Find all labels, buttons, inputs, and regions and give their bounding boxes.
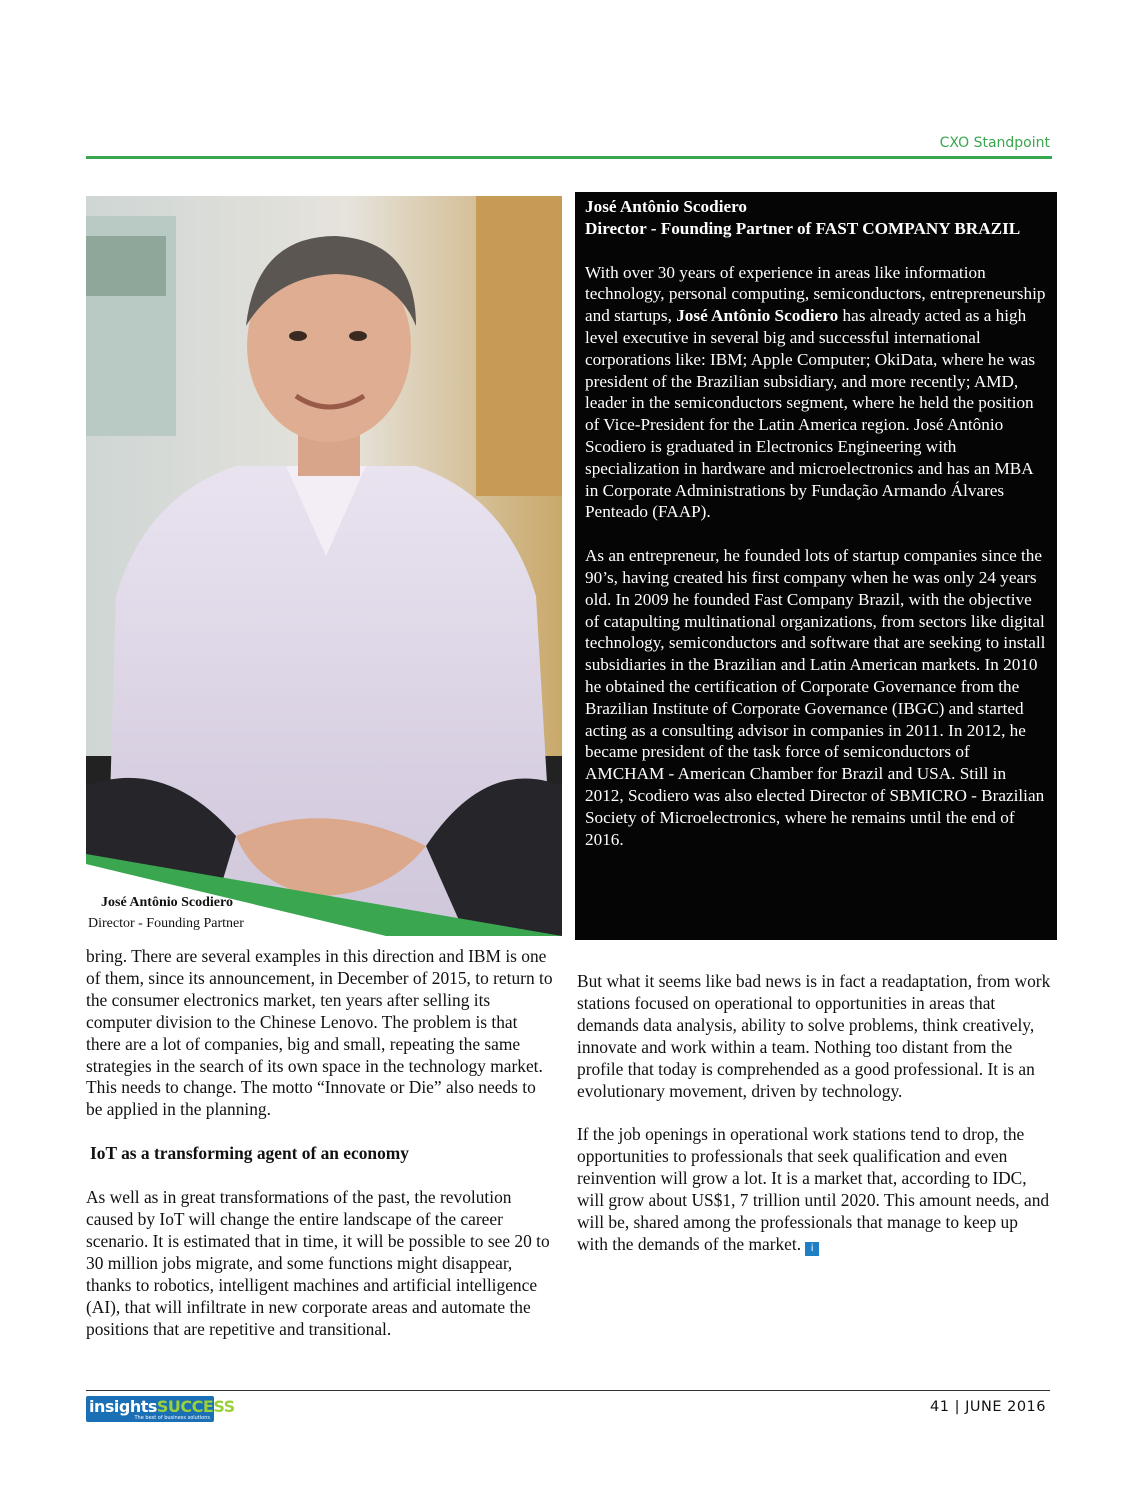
header-rule — [86, 156, 1052, 159]
bio-paragraph-2: As an entrepreneur, he founded lots of startup companies since the 90’s, having created his first company when he was only 24 years old. In 2009 he founded Fast Company Brazil, with the objective of catapulting multinational organizations, from sectors like digital technology, semiconductors and software that are seeking to install subsidiaries in the Brazilian and Latin American markets. In 2010 he obtained the certification of Corporate Governance from the Brazilian Institute of Corporate Governance (IBGC) and started acting as a consulting advisor in companies in 2011. In 2012, he became president of the task force of semiconductors of AMCHAM - American Chamber for Brazil and USA. Still in 2012, Scodiero was also elected Director of SBMICRO - Brazilian Society of Microelectronics, where he remains until the end of 2016. — [585, 546, 1046, 849]
subheading: IoT as a transforming agent of an economy — [90, 1143, 409, 1164]
end-of-article-icon: i — [805, 1242, 819, 1256]
body-column-right — [577, 971, 1052, 1278]
footer-rule — [86, 1390, 1050, 1391]
body-column-left — [86, 946, 556, 1363]
bio-p1-name: José Antônio Scodiero — [676, 306, 839, 326]
bio-p1-start: With over 30 years of experience in areas like information technology, personal computing, semiconductors, entrepreneurship and startups, — [585, 262, 1046, 326]
page-number-date: 41 | JUNE 2016 — [930, 1399, 1046, 1415]
bio-name: José Antônio Scodiero — [585, 197, 748, 216]
bio-heading — [585, 196, 1047, 240]
bio-title: Director - Founding Partner of FAST COMPANY BRAZIL — [585, 218, 1021, 238]
caption-role: Director - Founding Partner — [88, 916, 244, 931]
logo-text-success: SUCCESS — [156, 1397, 235, 1416]
final-text: If the job openings in operational work stations tend to drop, the opportunities to professionals that seek qualification and even reinvention will grow a lot. It is a market that, according to IDC, will grow about US$1, 7 trillion until 2020. This amount needs, and will be, shared among the professionals that manage to keep up with the demands of the market. — [577, 1124, 1050, 1254]
bio-box — [575, 192, 1057, 940]
bio-paragraph-1 — [585, 262, 1047, 524]
body-paragraph: As well as in great transformations of the past, the revolution caused by IoT will change the entire landscape of the career scenario. It is estimated that in time, it will be possible to see 20 to 30 million jobs migrate, and some functions might disappear, thanks to robotics, intelligent machines and artificial intelligence (AI), that will infiltrate in new corporate areas and automate the positions that are repetitive and transitional. — [86, 1187, 550, 1339]
portrait-illustration — [86, 196, 562, 936]
logo-tagline: The best of business solutions — [134, 1415, 210, 1421]
body-paragraph: bring. There are several examples in this direction and IBM is one of them, since its announcement, in December of 2015, to return to the consumer electronics market, ten years after selling its computer division to the Chinese Lenovo. The problem is that there are a lot of companies, big and small, repeating the same strategies in the search of its own space in the technology market. This needs to change. The motto “Innovate or Die” also needs to be applied in the planning. — [86, 946, 553, 1120]
logo-text-insights: insights — [89, 1397, 157, 1416]
body-paragraph-final — [577, 1124, 1052, 1256]
caption-band — [86, 854, 562, 936]
publication-logo — [86, 1396, 235, 1422]
bio-p1-end: has already acted as a high level executive in several big and successful international corporations like: IBM; Apple Computer; OkiData, where he was president of the Brazilian subsidiary, and more recently; AMD, leader in the semiconductors segment, where he held the position of Vice-President for the Latin America region. José Antônio Scodiero is graduated in Electronics Engineering with specialization in hardware and microelectronics and has an MBA in Corporate Administrations by Fundação Armando Álvares Penteado (FAAP). — [585, 306, 1036, 522]
caption-name: José Antônio Scodiero — [101, 895, 233, 910]
section-label: CXO Standpoint — [939, 135, 1050, 151]
portrait-photo — [86, 196, 562, 936]
body-paragraph: But what it seems like bad news is in fact a readaptation, from work stations focused on operational to opportunities in areas that demands data analysis, ability to solve problems, think creatively, innovate and work within a team. Nothing too distant from the profile that today is comprehended as a good professional. It is an evolutionary movement, driven by technology. — [577, 971, 1051, 1101]
